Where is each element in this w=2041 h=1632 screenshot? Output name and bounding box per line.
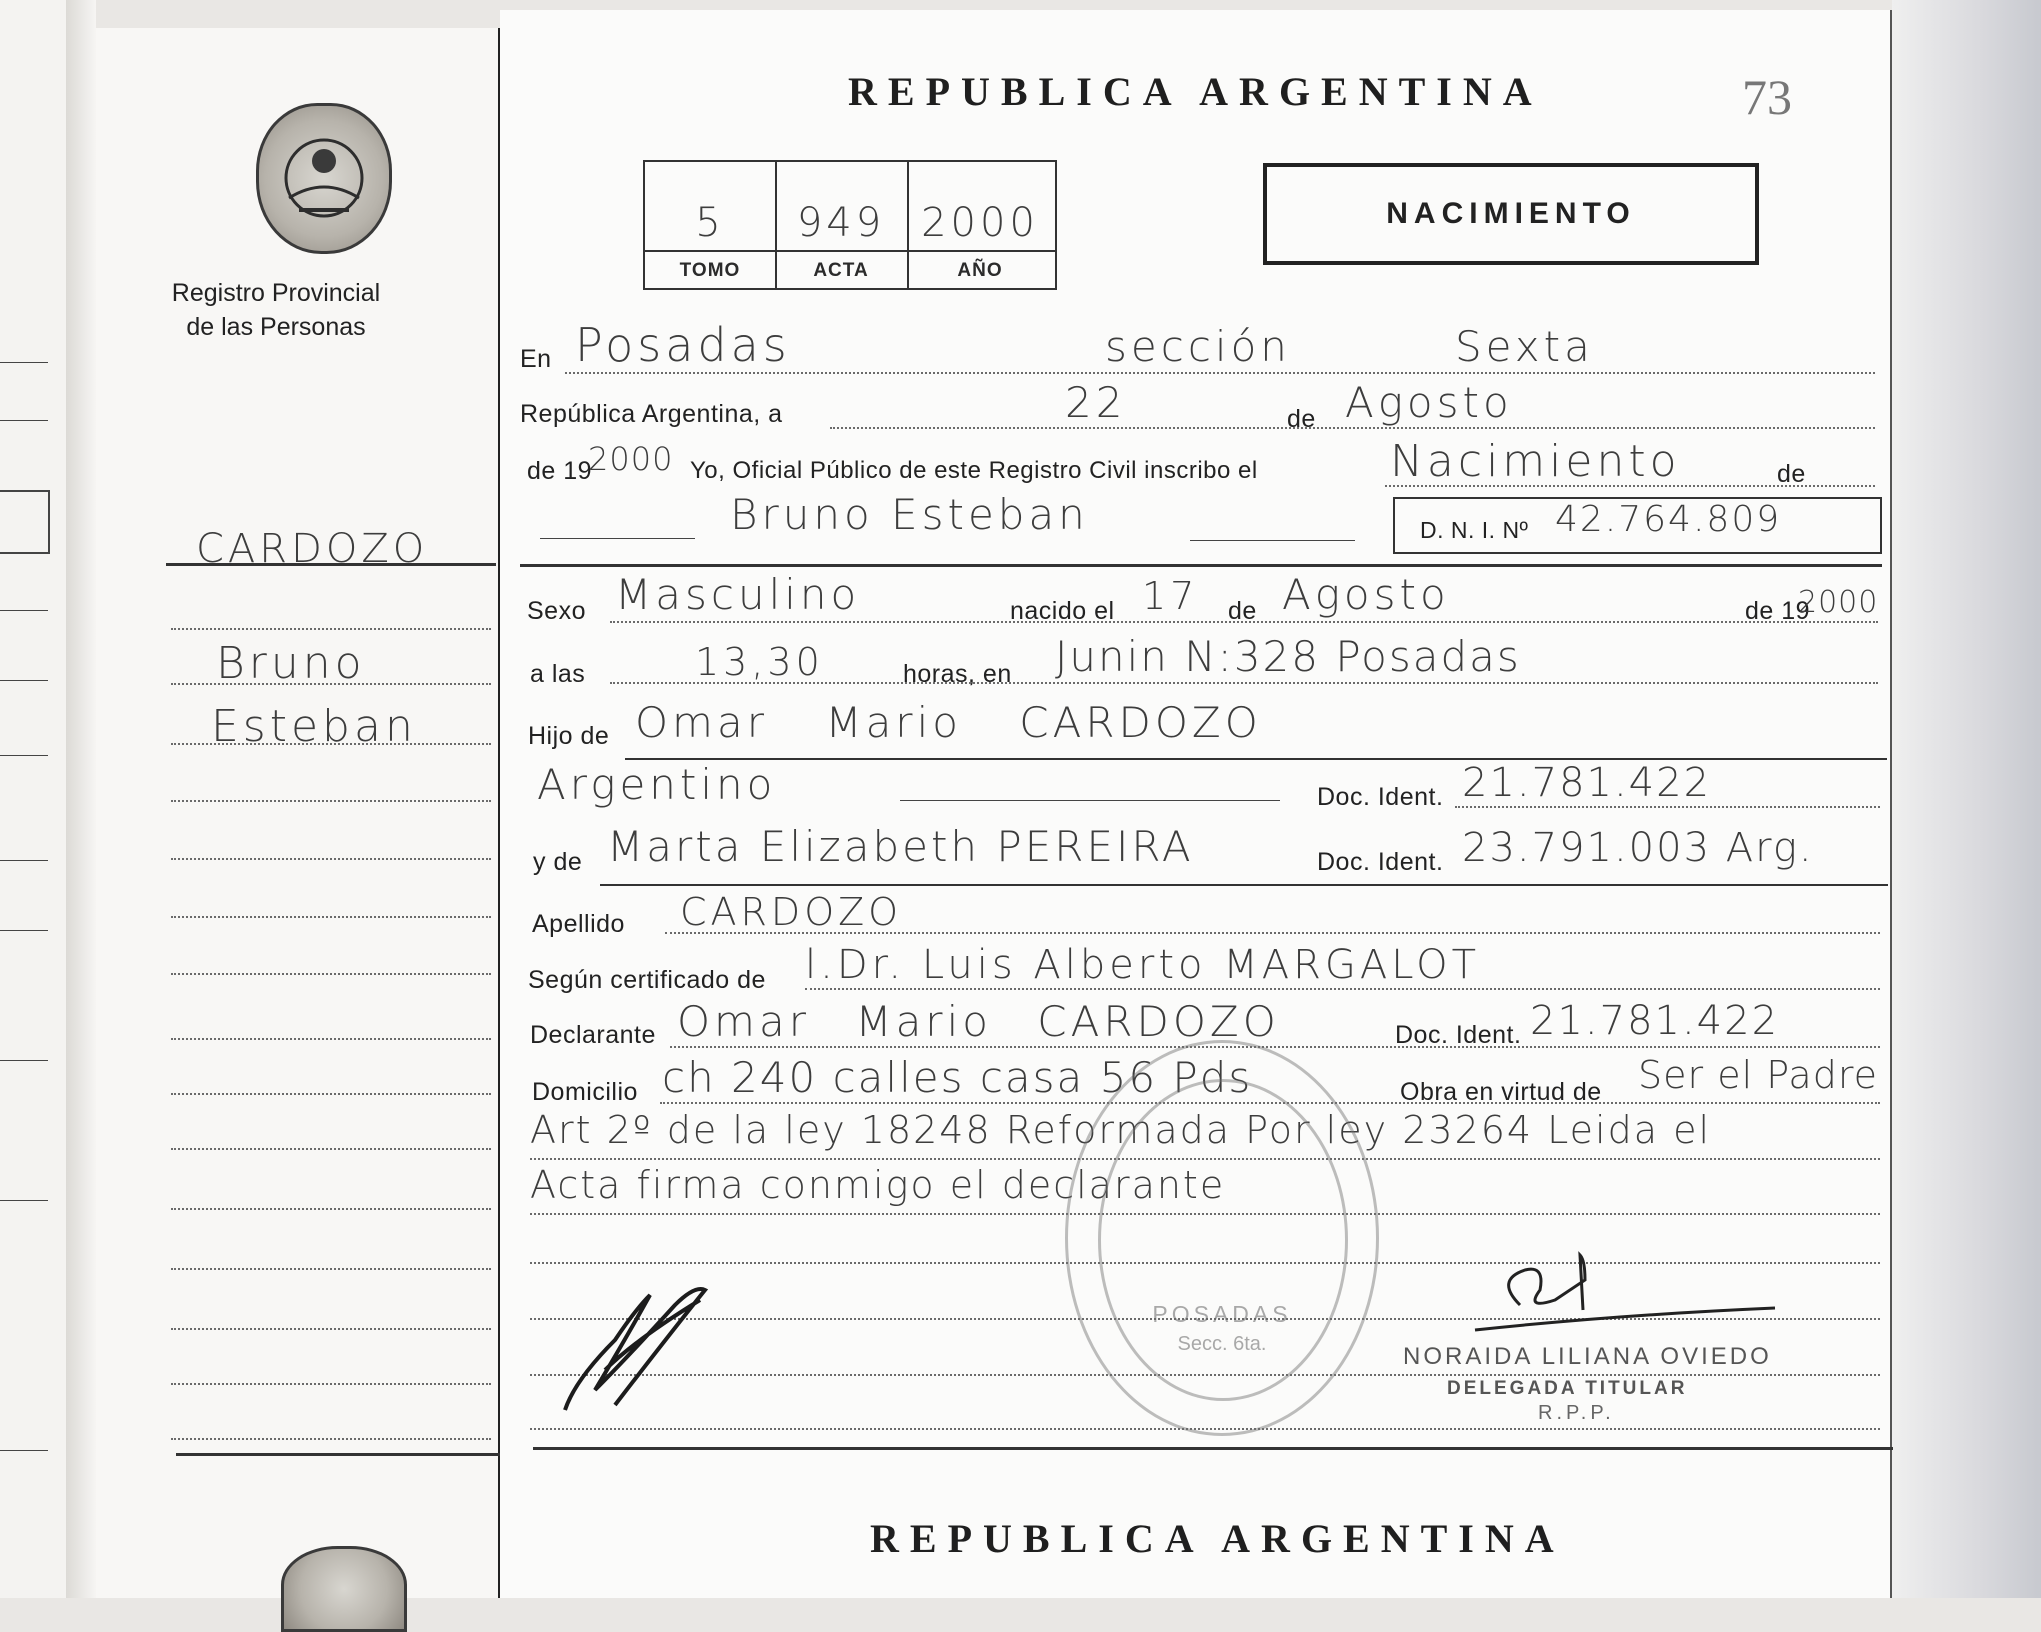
birth-month-value: Agosto	[1282, 570, 1450, 619]
declarant-signature-icon	[555, 1280, 725, 1420]
alas-label: a las	[530, 660, 586, 688]
stub-rule	[166, 563, 496, 566]
official-stamp-icon	[1065, 1040, 1379, 1436]
acta-label: ACTA	[813, 260, 869, 281]
edge-line	[0, 755, 48, 756]
obra-label: Obra en virtud de	[1400, 1078, 1602, 1106]
nacido-label: nacido el	[1010, 597, 1115, 625]
record-number-box	[643, 160, 1057, 290]
stamp-city: POSADAS	[1152, 1301, 1292, 1327]
birth-year-value: 2000	[1798, 585, 1879, 620]
tomo-value: 5	[695, 200, 725, 246]
record-type-box	[1263, 163, 1759, 265]
father-doc-value: 21.781.422	[1462, 760, 1712, 806]
edge-line	[0, 930, 48, 931]
provincial-seal-icon	[256, 103, 392, 254]
stub-column	[96, 28, 500, 1598]
dotted-line	[565, 372, 1875, 374]
stamp-section: Secc. 6ta.	[1177, 1333, 1267, 1355]
previous-page-edge	[0, 0, 68, 1598]
line	[1190, 540, 1355, 541]
father-value: Omar Mario CARDOZO	[635, 698, 1262, 747]
footer-title: REPUBLICA ARGENTINA	[870, 1516, 1565, 1561]
mother-value: Marta Elizabeth PEREIRA	[607, 822, 1194, 871]
apellido-value: CARDOZO	[680, 890, 903, 934]
declarante-value: Omar Mario CARDOZO	[677, 997, 1280, 1046]
apellido-label: Apellido	[532, 910, 625, 938]
acta-value: 949	[796, 200, 886, 246]
edge-box	[0, 490, 50, 554]
stub-dotted-line	[171, 858, 491, 860]
city-value: Posadas	[575, 318, 791, 372]
page-number: 73	[1742, 69, 1792, 125]
official-name: NORAIDA LILIANA OVIEDO	[1403, 1343, 1772, 1370]
oficial-text: Yo, Oficial Público de este Registro Civil inscribo el	[690, 457, 1258, 484]
birth-day-value: 17	[1142, 574, 1199, 618]
stub-dotted-line	[171, 1208, 491, 1210]
stub-dotted-line	[171, 1383, 491, 1385]
sexo-label: Sexo	[527, 597, 586, 625]
official-signature-icon	[1465, 1250, 1785, 1350]
dotted-line	[830, 427, 1875, 429]
dni-box	[1393, 497, 1882, 554]
act-kind-value: Nacimiento	[1390, 436, 1681, 487]
dotted-line	[665, 932, 1880, 934]
stub-dotted-line	[171, 916, 491, 918]
dotted-line	[805, 988, 1880, 990]
section-rule	[520, 564, 1882, 567]
hijo-label: Hijo de	[528, 722, 610, 750]
dotted-line	[610, 682, 1878, 684]
official-office: R.P.P.	[1538, 1402, 1615, 1424]
stub-dotted-line	[171, 683, 491, 685]
stub-given-name-2: Esteban	[211, 701, 417, 752]
edge-line	[0, 1450, 48, 1451]
horas-label: horas, en	[903, 660, 1012, 688]
tomo-label: TOMO	[679, 260, 741, 281]
notes-line-2: Acta firma conmigo el declarante	[530, 1163, 1226, 1207]
stub-dotted-line	[171, 1148, 491, 1150]
hour-value: 13,30	[695, 640, 824, 684]
registry-line-1: Registro Provincial	[171, 279, 381, 307]
book-gutter	[66, 0, 96, 1598]
stub-dotted-line	[171, 1093, 491, 1095]
child-name-value: Bruno Esteban	[730, 490, 1089, 539]
stub-dotted-line	[171, 1328, 491, 1330]
dotted-line	[610, 621, 1878, 623]
stub-dotted-line	[171, 628, 491, 630]
seccion-label: sección	[1105, 322, 1291, 371]
mother-doc-value: 23.791.003 Arg.	[1462, 825, 1814, 871]
stub-dotted-line	[171, 1038, 491, 1040]
en-label: En	[520, 345, 552, 373]
doc-label-declarante: Doc. Ident.	[1395, 1021, 1522, 1049]
month-value: Agosto	[1345, 378, 1513, 427]
de-label: de	[1287, 405, 1316, 433]
edge-line	[0, 420, 48, 421]
doc-label-mother: Doc. Ident.	[1317, 848, 1444, 876]
stub-surname: CARDOZO	[196, 526, 429, 572]
cert-label: Según certificado de	[528, 966, 766, 994]
section-rule	[533, 1447, 1893, 1450]
dni-label: D. N. I. Nº	[1420, 517, 1529, 543]
domicilio-label: Domicilio	[532, 1078, 638, 1106]
anio-label: AÑO	[957, 260, 1003, 281]
page-title: REPUBLICA ARGENTINA	[848, 69, 1543, 114]
stub-bottom-rule	[176, 1453, 501, 1456]
stub-dotted-line	[171, 973, 491, 975]
stub-dotted-line	[171, 1268, 491, 1270]
birth-de19-label: de 19	[1745, 597, 1811, 625]
declarante-doc-value: 21.781.422	[1530, 998, 1780, 1044]
place-value: Junin N:328 Posadas	[1055, 632, 1521, 681]
declarante-label: Declarante	[530, 1021, 656, 1049]
birth-de-label: de	[1228, 597, 1257, 625]
anio-value: 2000	[921, 200, 1039, 246]
line	[600, 884, 1888, 886]
edge-line	[0, 860, 48, 861]
obra-value: Ser el Padre	[1638, 1053, 1878, 1097]
edge-line	[0, 362, 48, 363]
provincial-seal-icon	[281, 1546, 407, 1632]
stub-dotted-line	[171, 1438, 491, 1440]
de19-label: de 19	[527, 457, 593, 485]
edge-line	[0, 610, 48, 611]
page-stack-edge	[1892, 0, 2041, 1598]
seccion-value: Sexta	[1455, 322, 1594, 371]
record-type: NACIMIENTO	[1386, 197, 1636, 230]
line	[540, 538, 695, 539]
yde-label: y de	[533, 848, 583, 876]
edge-line	[0, 1060, 48, 1061]
dotted-line	[1385, 485, 1875, 487]
sexo-value: Masculino	[615, 570, 861, 619]
stub-given-name-1: Bruno	[216, 638, 366, 689]
domicilio-value: ch 240 calles casa 56 Pds	[662, 1053, 1253, 1102]
stub-dotted-line	[171, 800, 491, 802]
stub-dotted-line	[171, 743, 491, 745]
doc-label: Doc. Ident.	[1317, 783, 1444, 811]
cert-value: l.Dr. Luis Alberto MARGALOT	[805, 942, 1481, 988]
day-value: 22	[1065, 378, 1127, 427]
father-nat-value: Argentino	[537, 760, 777, 809]
line	[900, 800, 1280, 801]
dotted-line	[1455, 806, 1880, 808]
dotted-line	[670, 1046, 1880, 1048]
notes-line-1: Art 2º de la ley 18248 Reformada Por ley 23264 Leida el	[530, 1108, 1712, 1152]
year-value: 2000	[588, 440, 674, 478]
republica-label: República Argentina, a	[520, 400, 783, 428]
de-end-label: de	[1777, 460, 1806, 488]
official-role: DELEGADA TITULAR	[1447, 1378, 1688, 1399]
edge-line	[0, 680, 48, 681]
registry-line-2: de las Personas	[186, 313, 366, 341]
dni-value: 42.764.809	[1555, 499, 1782, 540]
edge-line	[0, 1200, 48, 1201]
